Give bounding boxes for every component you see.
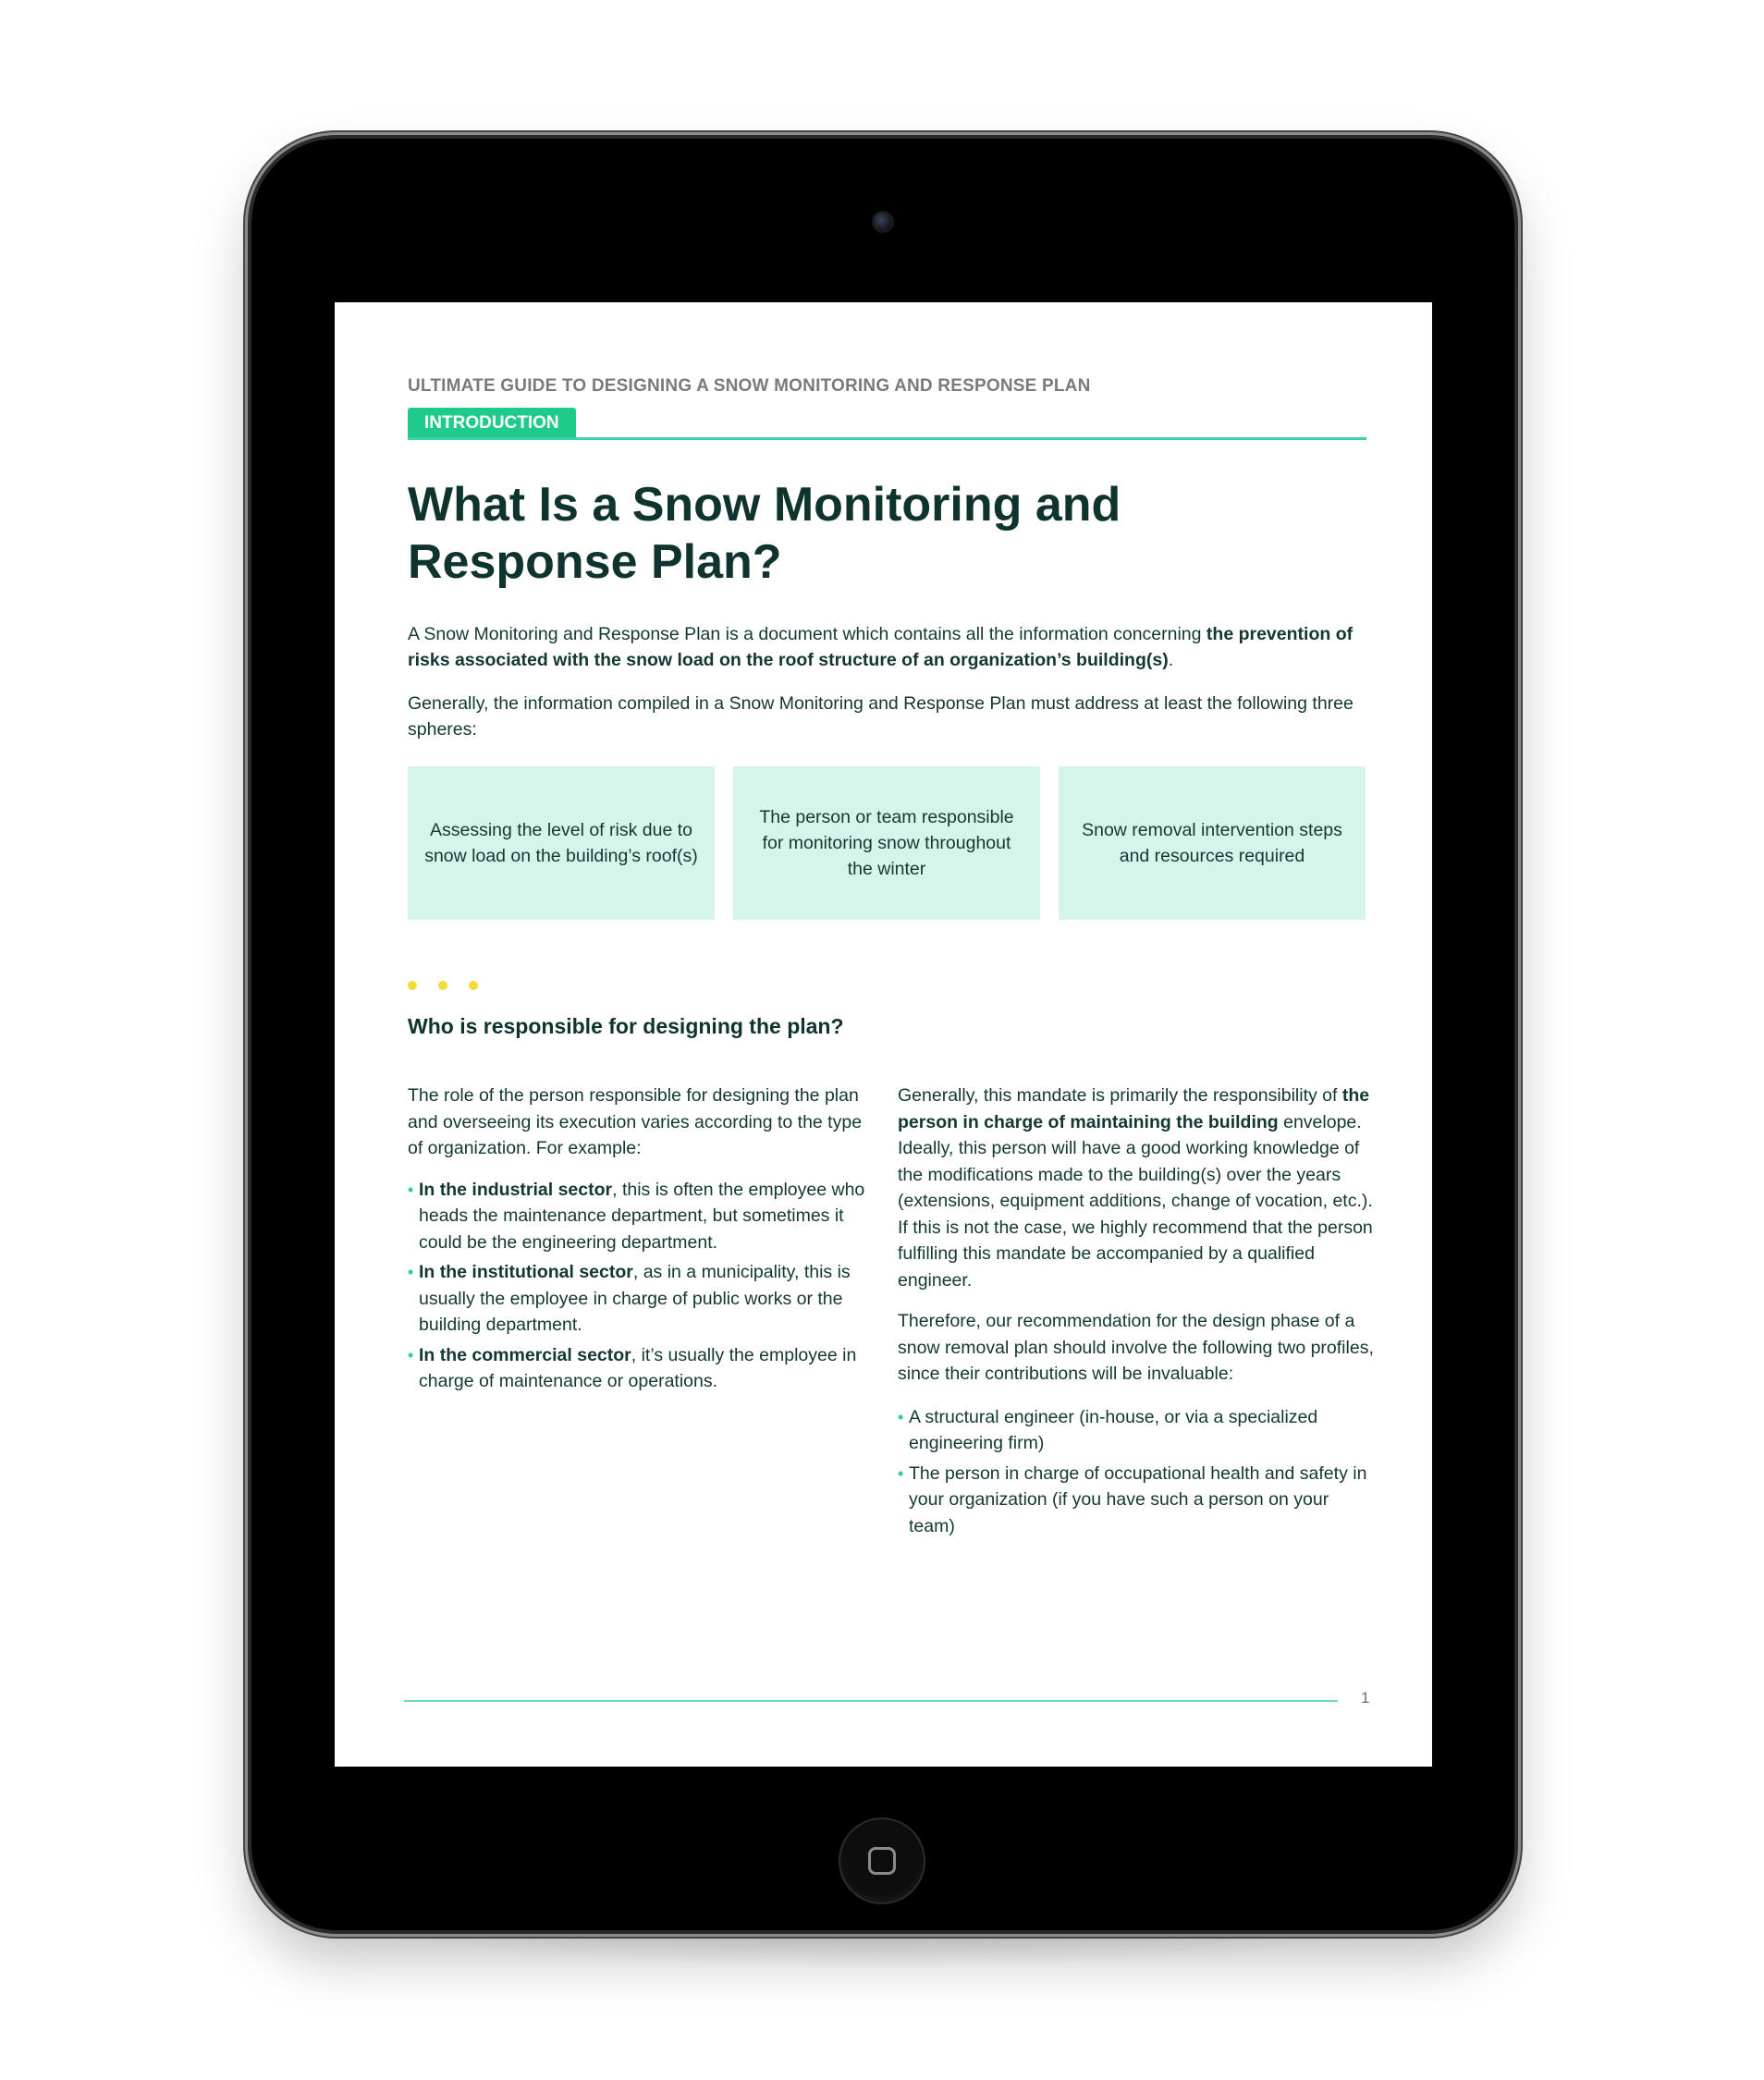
section-tab: INTRODUCTION: [408, 408, 576, 438]
profile-list: [898, 1404, 1374, 1540]
right-column-paragraph-2: Therefore, our recommendation for the design phase of a snow removal plan should involve the following two profiles, since their contributions will be invaluable:: [898, 1311, 1374, 1384]
page-number: 1: [1361, 1689, 1370, 1707]
camera-icon: [874, 213, 892, 231]
list-item: [408, 1342, 879, 1395]
list-item-text: A structural engineer (in-house, or via a specialized engineering firm): [909, 1406, 1318, 1453]
home-square-icon: [868, 1847, 896, 1875]
home-button[interactable]: [839, 1817, 925, 1904]
list-item-text: , it’s usually the employee in charge of maintenance or operations.: [419, 1344, 857, 1391]
sphere-card-text: The person or team responsible for monitoring snow throughout the winter: [759, 807, 1014, 879]
p1-bold: the person in charge of maintaining the building: [898, 1085, 1370, 1132]
list-item: [898, 1404, 1374, 1457]
intro-tail: .: [1168, 650, 1174, 670]
intro-paragraph: [408, 621, 1369, 673]
sphere-card-removal: [1059, 766, 1366, 920]
right-column: [898, 1083, 1374, 1543]
dot-icon: [408, 981, 417, 990]
bullet-icon: •: [898, 1463, 904, 1483]
sphere-card-risk: [408, 766, 715, 920]
bullet-icon: •: [408, 1345, 414, 1364]
p1-tail: envelope. Ideally, this person will have a good working knowledge of the modifications made to the building(s) over the years (extensions, equipment additions, change of vocation, etc.). If this is not the case, we highly recommend that the person fulfilling this mandate be accompanied by a qualified engineer.: [898, 1111, 1373, 1291]
list-item-bold: In the institutional sector: [419, 1262, 633, 1282]
list-item-text: , this is often the employee who heads the maintenance department, but sometimes it could be the engineering department.: [419, 1179, 865, 1253]
list-item-bold: In the commercial sector: [419, 1344, 631, 1365]
p1-lead: Generally, this mandate is primarily the responsibility of: [898, 1085, 1342, 1106]
sector-list: [408, 1177, 879, 1395]
bullet-icon: •: [898, 1407, 904, 1426]
page-title: What Is a Snow Monitoring and Response Plan?: [408, 478, 1121, 589]
bullet-icon: •: [408, 1263, 414, 1281]
document-page[interactable]: [335, 302, 1432, 1767]
spheres-intro: Generally, the information compiled in a Snow Monitoring and Response Plan must address at least the following three spheres:: [408, 693, 1354, 740]
list-item-text: The person in charge of occupational health and safety in your organization (if you have such a person on your team): [909, 1462, 1367, 1536]
section-divider: [408, 437, 1366, 440]
bullet-icon: •: [408, 1180, 414, 1199]
decorative-dots: [408, 981, 478, 990]
left-column: [408, 1083, 879, 1399]
left-column-intro: The role of the person responsible for designing the plan and overseeing its execution varies according to the type of organization. For example:: [408, 1085, 863, 1158]
list-item: [408, 1177, 879, 1256]
list-item: [408, 1259, 879, 1339]
intro-lead: A Snow Monitoring and Response Plan is a document which contains all the information concerning: [408, 624, 1207, 644]
list-item-bold: In the industrial sector: [419, 1179, 613, 1200]
footer-divider: [404, 1700, 1338, 1702]
list-item-text: , as in a municipality, this is usually the employee in charge of public works or the building department.: [419, 1262, 851, 1335]
dot-icon: [438, 981, 447, 990]
running-header: ULTIMATE GUIDE TO DESIGNING A SNOW MONITORING AND RESPONSE PLAN: [408, 376, 1091, 396]
list-item: [898, 1461, 1374, 1540]
section-subheading: Who is responsible for designing the plan?: [408, 1014, 844, 1038]
right-column-paragraph-1: [898, 1083, 1374, 1293]
sphere-card-monitoring: [733, 766, 1040, 920]
sphere-card-text: Snow removal intervention steps and resources required: [1082, 820, 1342, 866]
sphere-card-text: Assessing the level of risk due to snow load on the building’s roof(s): [424, 820, 698, 866]
tablet-device: [251, 139, 1514, 1930]
dot-icon: [469, 981, 478, 990]
intro-bold: the prevention of risks associated with the snow load on the roof structure of an organization’s building(s): [408, 624, 1354, 670]
